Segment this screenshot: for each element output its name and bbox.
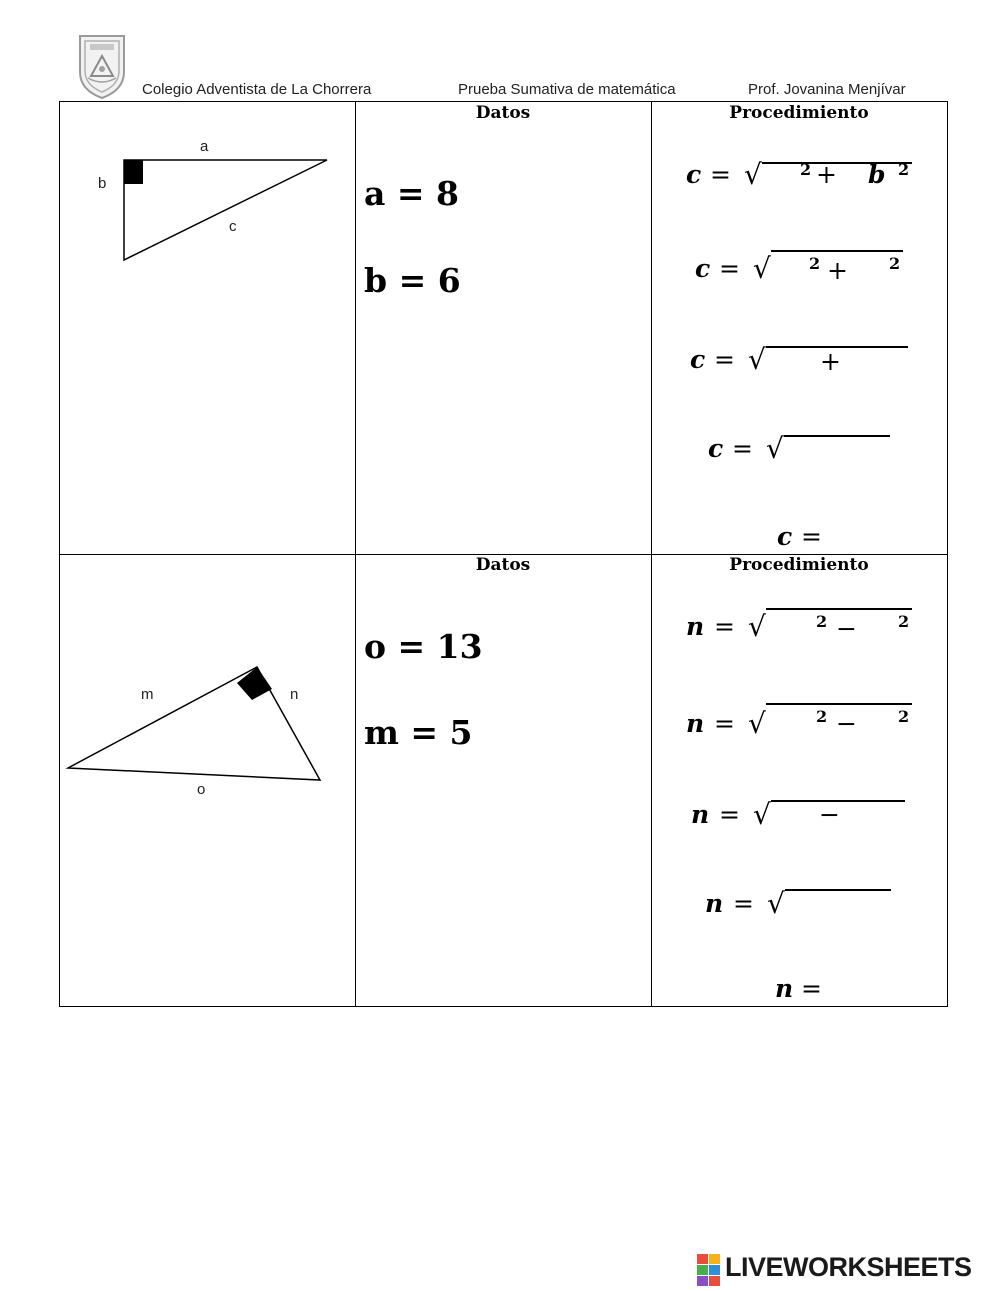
test-title: Prueba Sumativa de matemática [458, 81, 676, 98]
datos-title-1: Datos [475, 103, 531, 123]
datum-a: a = 8 [364, 174, 459, 213]
datum-m: m = 5 [364, 713, 473, 752]
label-c: c [229, 218, 237, 235]
label-n: n [290, 686, 299, 703]
liveworksheets-logo-blocks [697, 1254, 721, 1286]
worksheet-table [59, 101, 948, 1007]
procedimiento-title-1: Procedimiento [729, 103, 869, 123]
label-m: m [141, 686, 154, 703]
school-shield-logo [76, 32, 128, 100]
datum-b: b = 6 [364, 261, 461, 300]
label-a: a [200, 138, 209, 155]
datos-title-2: Datos [475, 555, 531, 575]
teacher-name: Prof. Jovanina Menjívar [748, 81, 906, 98]
school-name: Colegio Adventista de La Chorrera [142, 81, 372, 98]
label-o: o [197, 781, 206, 798]
datum-o: o = 13 [364, 627, 483, 666]
label-b: b [98, 175, 107, 192]
procedimiento-title-2: Procedimiento [729, 555, 869, 575]
liveworksheets-brand: LIVEWORKSHEETS [725, 1252, 972, 1282]
